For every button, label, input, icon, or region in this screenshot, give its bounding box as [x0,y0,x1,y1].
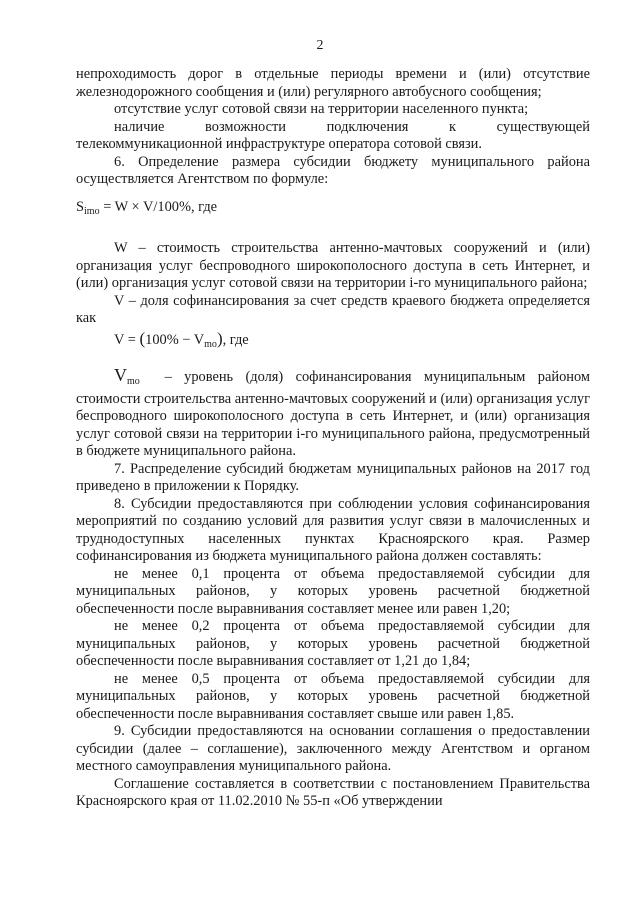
formula-lhs: S [76,198,85,215]
vmo-subscript: mo [127,376,140,387]
formula-v [76,330,590,354]
formula-v-close: ) [216,328,223,348]
formula-subsidy [76,199,590,221]
paragraph-item-9: 9. Субсидии предоставляются на основании соглашения о предоставлении субсидии (далее – соглашение), заключенного между Агентством и органом местного самоуправления муниципального района. [76,723,590,774]
paragraph-item-7: 7. Распределение субсидий бюджетам муниципальных районов на 2017 год приведено в приложении к Порядку. [76,460,590,494]
paragraph-item-8: 8. Субсидии предоставляются при соблюдении условия софинансирования мероприятий по созданию условий для развития услуг связи в малочисленных и труднодоступных населенных пунктах Красноярского края. Размер софинансирования из бюджета муниципального района должен составлять: [76,495,590,564]
paragraph-infrastructure: наличие возможности подключения к существующей телекоммуникационной инфраструктуре оператора сотовой связи. [76,118,590,152]
formula-v-tail: , где [222,331,249,348]
paragraph-cofinance-05: не менее 0,5 процента от объема предоставляемой субсидии для муниципальных районов, у которых уровень расчетной бюджетной обеспеченности после выравнивания составляет свыше или равен 1,85. [76,670,590,722]
formula-rhs: = W × V/100%, где [103,198,218,215]
paragraph-roads: непроходимость дорог в отдельные периоды времени и (или) отсутствие железнодорожного сообщения и (или) регулярного автобусного сообщения; [76,66,590,100]
document-body [76,66,590,811]
vmo-symbol: V [114,365,127,385]
paragraph-v-definition: V – доля софинансирования за счет средств краевого бюджета определяется как [76,292,590,326]
paragraph-item-6: 6. Определение размера субсидии бюджету муниципального района осуществляется Агентством по формуле: [76,153,590,187]
formula-v-open: ( [139,328,146,348]
paragraph-cofinance-01: не менее 0,1 процента от объема предоставляемой субсидии для муниципальных районов, у которых уровень расчетной бюджетной обеспеченности после выравнивания составляет менее или равен 1,20; [76,565,590,617]
formula-v-subscript: mo [204,338,217,350]
paragraph-agreement: Соглашение составляется в соответствии с постановлением Правительства Красноярского края от 11.02.2010 № 55-п «Об утверждении [76,775,590,809]
formula-lhs-subscript: imo [84,205,100,217]
paragraph-w-definition: W – стоимость строительства антенно-мачтовых сооружений и (или) организация услуг беспроводного широкополосного доступа в сеть Интернет, и (или) организация услуг сотовой связи на территории i-го муниципального района; [76,240,590,291]
paragraph-cofinance-02: не менее 0,2 процента от объема предоставляемой субсидии для муниципальных районов, у которых уровень расчетной бюджетной обеспеченности после выравнивания составляет от 1,21 до 1,84; [76,618,590,669]
vmo-definition-text: – уровень (доля) софинансирования муниципальным районом стоимости строительства антенно-мачтовых сооружений и (или) организация услуг беспроводного широкополосного доступа в сеть Интернет, и (или) организация услуг сотовой связи на территории i-го муниципального района, предусмотренный в бюджете муниципального района. [76,369,590,459]
paragraph-vmo-definition [76,367,590,461]
page-number: 2 [316,38,324,53]
formula-v-inner: 100% − V [145,331,205,348]
paragraph-no-cellular: отсутствие услуг сотовой связи на территории населенного пункта; [114,101,529,117]
formula-v-lhs: V = [114,331,140,348]
